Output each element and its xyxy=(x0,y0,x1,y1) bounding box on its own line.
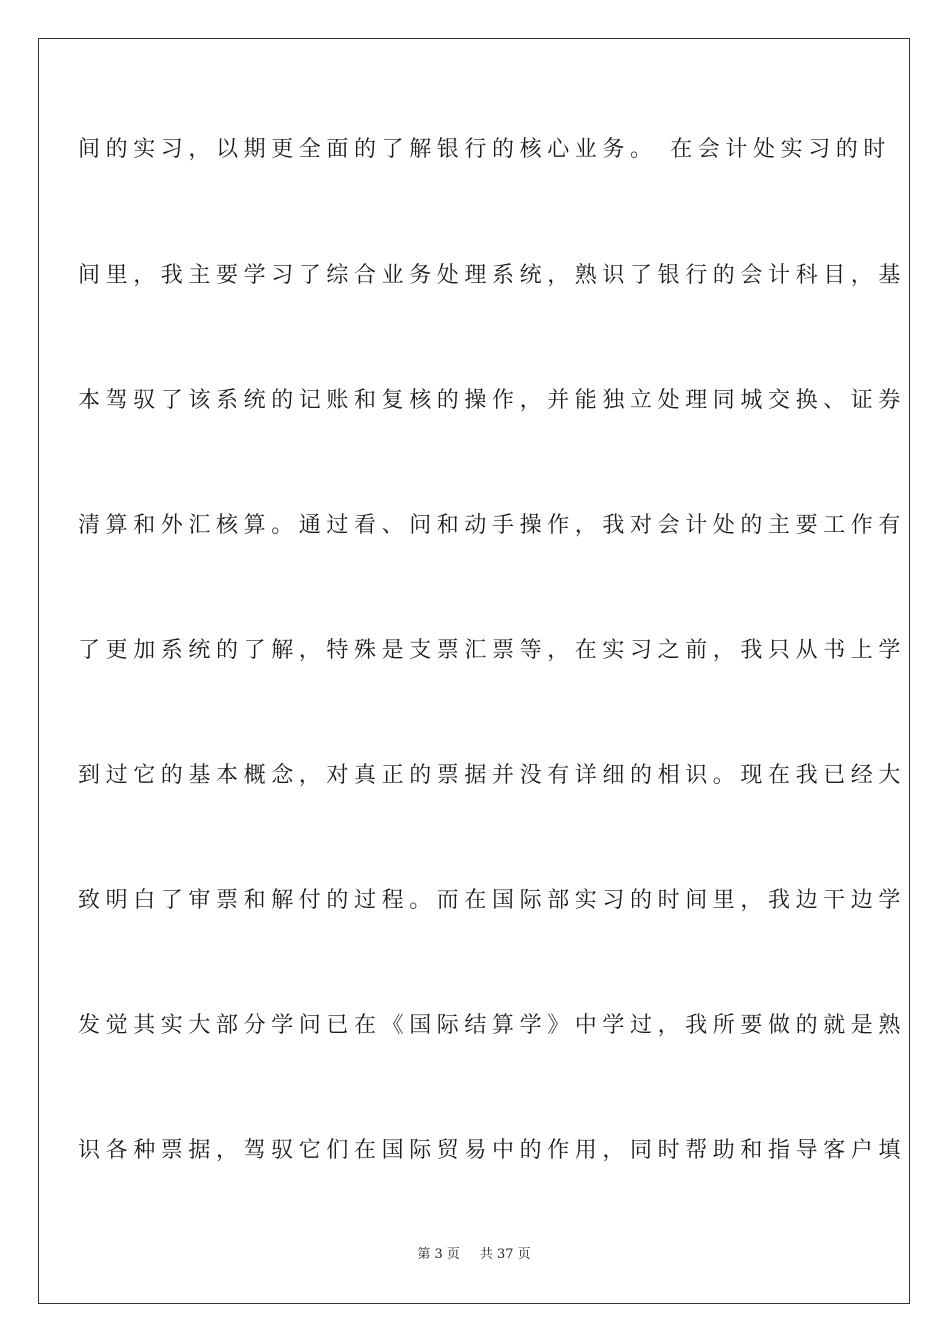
page-footer xyxy=(38,1246,910,1264)
text-line: 致明白了审票和解付的过程。而在国际部实习的时间里，我边干边学 xyxy=(78,888,907,913)
text-line: 间的实习，以期更全面的了解银行的核心业务。 在会计处实习的时 xyxy=(78,137,891,162)
current-page-label: 第 3 页 xyxy=(417,1247,460,1262)
page-frame xyxy=(38,38,910,1304)
text-line: 了更加系统的了解，特殊是支票汇票等，在实习之前，我只从书上学 xyxy=(78,638,907,663)
text-line: 到过它的基本概念，对真正的票据并没有详细的相识。现在我已经大 xyxy=(78,763,907,788)
text-line: 间里，我主要学习了综合业务处理系统，熟识了银行的会计科目，基 xyxy=(78,263,907,288)
total-pages-label: 共 37 页 xyxy=(479,1247,531,1262)
text-line: 识各种票据，驾驭它们在国际贸易中的作用，同时帮助和指导客户填 xyxy=(78,1138,907,1163)
text-line: 本驾驭了该系统的记账和复核的操作，并能独立处理同城交换、证券 xyxy=(78,388,907,413)
text-line: 清算和外汇核算。通过看、问和动手操作，我对会计处的主要工作有 xyxy=(78,513,907,538)
text-line: 发觉其实大部分学问已在《国际结算学》中学过，我所要做的就是熟 xyxy=(78,1013,907,1038)
